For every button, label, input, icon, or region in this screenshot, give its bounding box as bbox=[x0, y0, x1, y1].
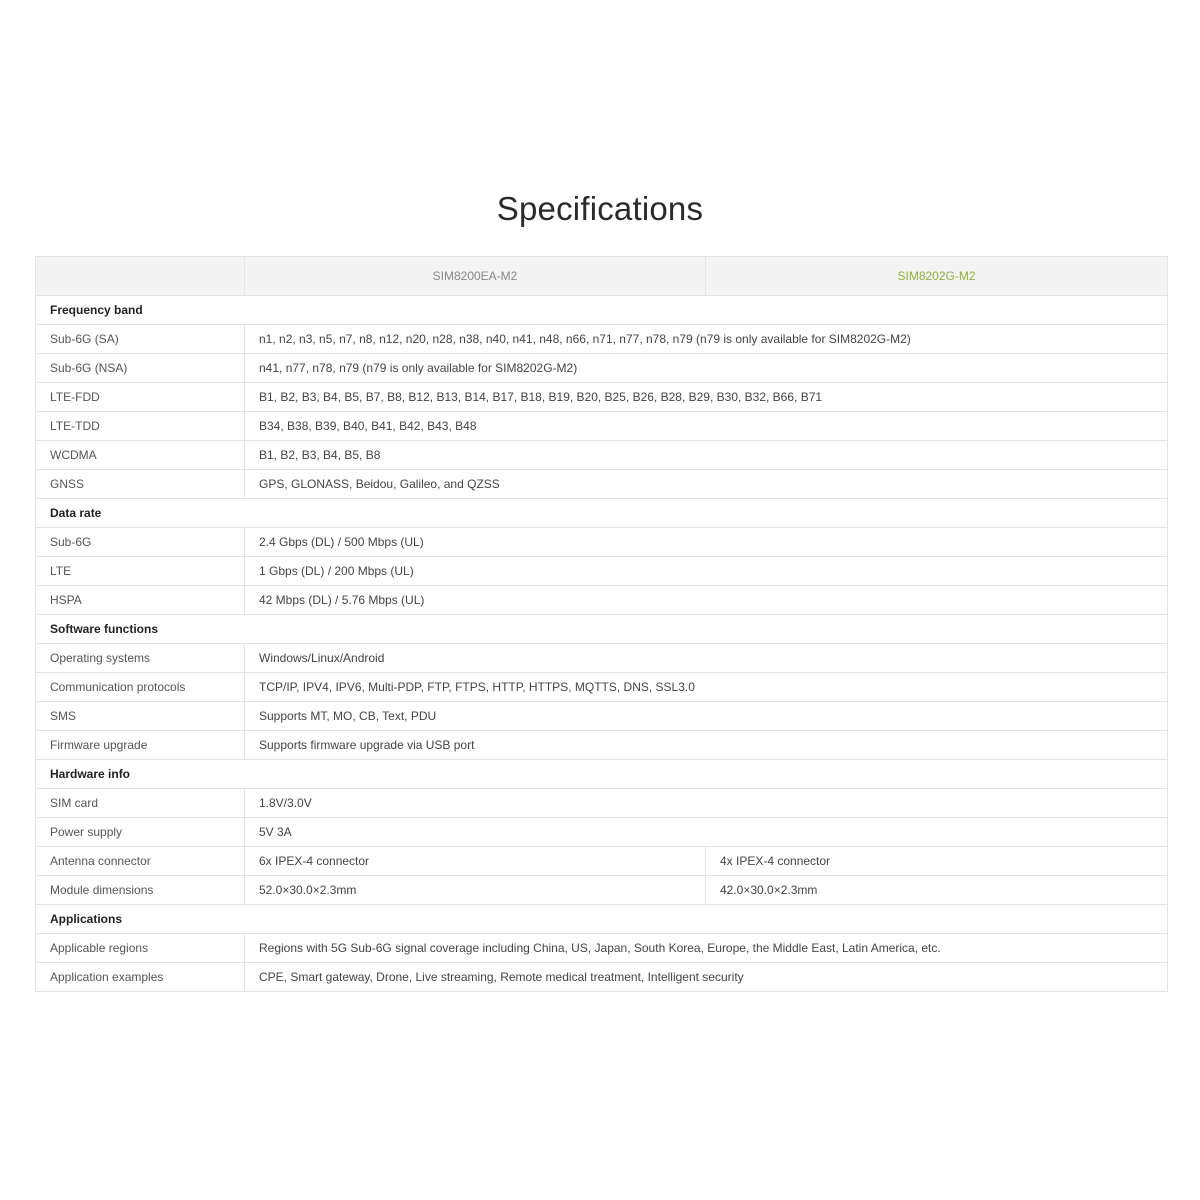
row-value: 2.4 Gbps (DL) / 500 Mbps (UL) bbox=[245, 528, 1168, 557]
table-row bbox=[36, 528, 1168, 557]
row-value: Windows/Linux/Android bbox=[245, 644, 1168, 673]
page-title: Specifications bbox=[496, 190, 704, 227]
row-value: 1.8V/3.0V bbox=[245, 789, 1168, 818]
header-model-a: SIM8200EA-M2 bbox=[245, 257, 706, 296]
row-label: LTE bbox=[36, 557, 245, 586]
table-row bbox=[36, 354, 1168, 383]
row-value: Supports firmware upgrade via USB port bbox=[245, 731, 1168, 760]
table-row bbox=[36, 673, 1168, 702]
row-label: SIM card bbox=[36, 789, 245, 818]
section-row bbox=[36, 615, 1168, 644]
row-value: B1, B2, B3, B4, B5, B8 bbox=[245, 441, 1168, 470]
table-row bbox=[36, 702, 1168, 731]
row-label: Communication protocols bbox=[36, 673, 245, 702]
table-row bbox=[36, 963, 1168, 992]
row-value: Supports MT, MO, CB, Text, PDU bbox=[245, 702, 1168, 731]
row-value: TCP/IP, IPV4, IPV6, Multi-PDP, FTP, FTPS, HTTP, HTTPS, MQTTS, DNS, SSL3.0 bbox=[245, 673, 1168, 702]
row-value: n1, n2, n3, n5, n7, n8, n12, n20, n28, n38, n40, n41, n48, n66, n71, n77, n78, n79 (n79 is only available for SIM8202G-M2) bbox=[245, 325, 1168, 354]
row-label: GNSS bbox=[36, 470, 245, 499]
table-row bbox=[36, 789, 1168, 818]
row-value-model-a: 52.0×30.0×2.3mm bbox=[245, 876, 706, 905]
row-value: CPE, Smart gateway, Drone, Live streaming, Remote medical treatment, Intelligent security bbox=[245, 963, 1168, 992]
row-label: LTE-TDD bbox=[36, 412, 245, 441]
row-value: Regions with 5G Sub-6G signal coverage including China, US, Japan, South Korea, Europe, the Middle East, Latin America, etc. bbox=[245, 934, 1168, 963]
section-row bbox=[36, 296, 1168, 325]
row-label: Antenna connector bbox=[36, 847, 245, 876]
row-value: n41, n77, n78, n79 (n79 is only available for SIM8202G-M2) bbox=[245, 354, 1168, 383]
row-value: 5V 3A bbox=[245, 818, 1168, 847]
row-label: Firmware upgrade bbox=[36, 731, 245, 760]
table-row bbox=[36, 847, 1168, 876]
table-row bbox=[36, 586, 1168, 615]
header-model-b: SIM8202G-M2 bbox=[706, 257, 1168, 296]
table-row bbox=[36, 934, 1168, 963]
row-label: Sub-6G bbox=[36, 528, 245, 557]
table-row bbox=[36, 383, 1168, 412]
row-label: Module dimensions bbox=[36, 876, 245, 905]
row-value-model-b: 4x IPEX-4 connector bbox=[706, 847, 1168, 876]
section-heading: Data rate bbox=[36, 499, 1168, 528]
table-row bbox=[36, 644, 1168, 673]
row-label: Power supply bbox=[36, 818, 245, 847]
row-label: WCDMA bbox=[36, 441, 245, 470]
table-row bbox=[36, 412, 1168, 441]
row-label: Applicable regions bbox=[36, 934, 245, 963]
row-label: Sub-6G (NSA) bbox=[36, 354, 245, 383]
section-heading: Frequency band bbox=[36, 296, 1168, 325]
section-heading: Hardware info bbox=[36, 760, 1168, 789]
table-row bbox=[36, 470, 1168, 499]
header-row bbox=[36, 257, 1168, 296]
row-label: SMS bbox=[36, 702, 245, 731]
table-row bbox=[36, 731, 1168, 760]
section-heading: Software functions bbox=[36, 615, 1168, 644]
table-row bbox=[36, 441, 1168, 470]
row-value-model-b: 42.0×30.0×2.3mm bbox=[706, 876, 1168, 905]
row-value: B34, B38, B39, B40, B41, B42, B43, B48 bbox=[245, 412, 1168, 441]
row-label: HSPA bbox=[36, 586, 245, 615]
row-value: B1, B2, B3, B4, B5, B7, B8, B12, B13, B14, B17, B18, B19, B20, B25, B26, B28, B29, B30, B32, B66, B71 bbox=[245, 383, 1168, 412]
row-label: Operating systems bbox=[36, 644, 245, 673]
table-row bbox=[36, 557, 1168, 586]
row-label: Application examples bbox=[36, 963, 245, 992]
section-row bbox=[36, 905, 1168, 934]
section-row bbox=[36, 760, 1168, 789]
section-heading: Applications bbox=[36, 905, 1168, 934]
row-label: LTE-FDD bbox=[36, 383, 245, 412]
table-row bbox=[36, 876, 1168, 905]
section-row bbox=[36, 499, 1168, 528]
table-row bbox=[36, 325, 1168, 354]
header-blank bbox=[36, 257, 245, 296]
spec-table bbox=[35, 256, 1168, 992]
row-label: Sub-6G (SA) bbox=[36, 325, 245, 354]
table-row bbox=[36, 818, 1168, 847]
row-value: 42 Mbps (DL) / 5.76 Mbps (UL) bbox=[245, 586, 1168, 615]
row-value-model-a: 6x IPEX-4 connector bbox=[245, 847, 706, 876]
row-value: GPS, GLONASS, Beidou, Galileo, and QZSS bbox=[245, 470, 1168, 499]
row-value: 1 Gbps (DL) / 200 Mbps (UL) bbox=[245, 557, 1168, 586]
